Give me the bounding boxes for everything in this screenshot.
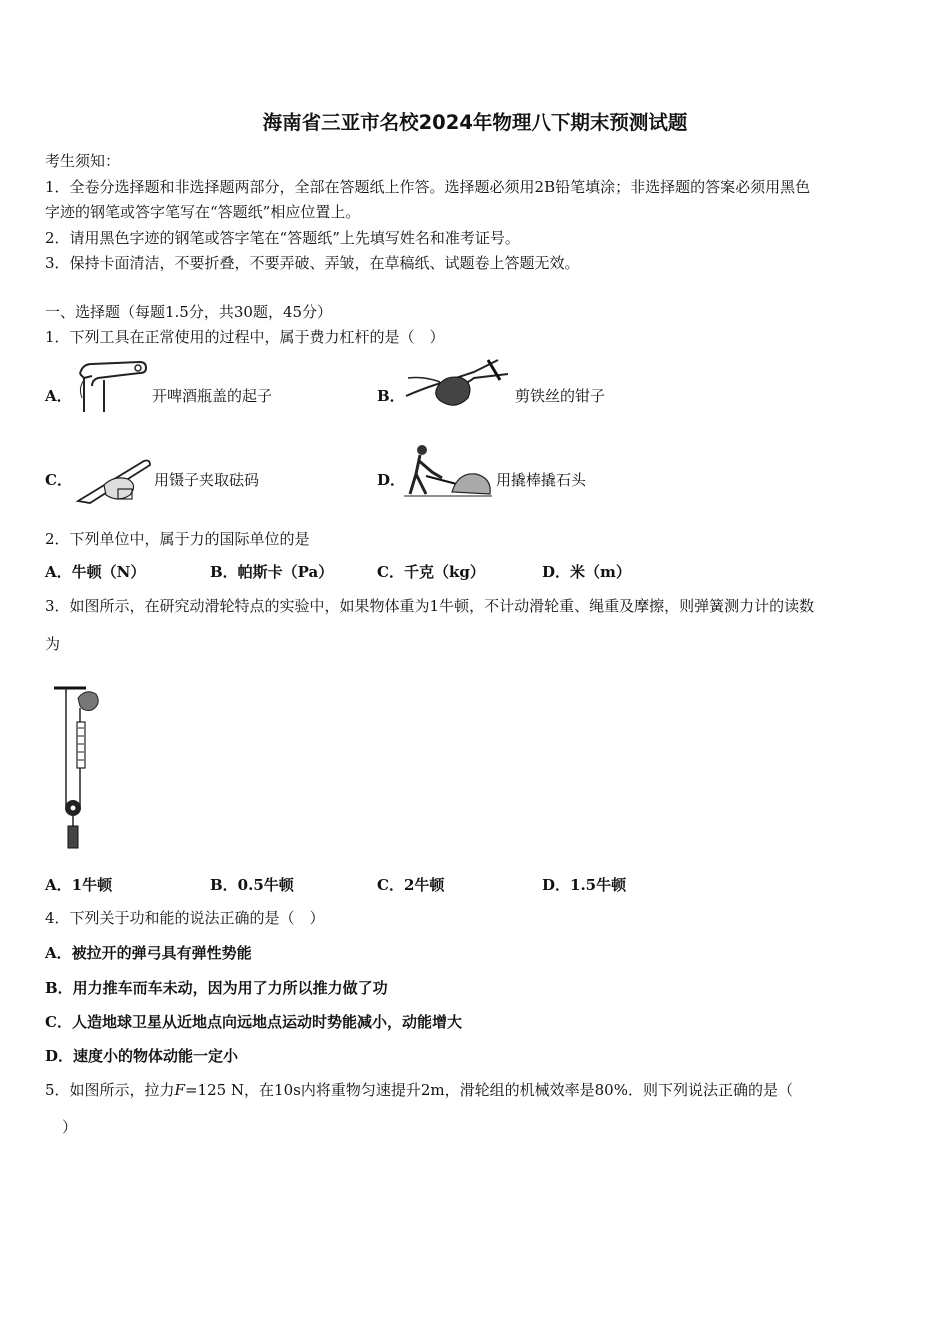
q1-option-c-text: 用镊子夹取砝码 (154, 471, 260, 489)
q3-option-b[interactable]: B．0.5牛顿 (210, 876, 294, 894)
q3-stem-cont: 为 (45, 635, 61, 653)
q4-option-b[interactable]: B．用力推车而车未动，因为用了力所以推力做了功 (45, 979, 388, 997)
tweezers-figure (74, 455, 154, 507)
pulley-figure (50, 686, 110, 852)
q1-option-a-label[interactable]: A． (45, 387, 72, 405)
notice-item-1-cont: 字迹的钢笔或答字笔写在“答题纸”相应位置上。 (45, 203, 361, 221)
notice-heading: 考生须知： (45, 152, 121, 170)
q5-stem-cont: ） (62, 1118, 78, 1136)
q1-option-d-label[interactable]: D． (377, 471, 406, 489)
q3-option-a[interactable]: A．1牛顿 (45, 876, 113, 894)
q4-option-d[interactable]: D．速度小的物体动能一定小 (45, 1047, 239, 1065)
bottle-opener-figure (74, 358, 150, 414)
force-symbol: F (174, 1081, 185, 1099)
q3-option-d[interactable]: D．1.5牛顿 (542, 876, 627, 894)
q1-option-b-text: 剪铁丝的钳子 (515, 387, 606, 405)
q3-stem: 3．如图所示，在研究动滑轮特点的实验中，如果物体重为1牛顿，不计动滑轮重、绳重及摩擦，则弹簧测力计的读数 (45, 597, 815, 615)
page-title: 海南省三亚市名校2024年物理八下期末预测试题 (262, 111, 688, 134)
q5-stem (45, 1080, 793, 1100)
q2-option-b[interactable]: B．帕斯卡（Pa） (210, 563, 334, 581)
q1-stem: 1．下列工具在正常使用的过程中，属于费力杠杆的是（ ） (45, 328, 445, 346)
notice-item-2: 2．请用黑色字迹的钢笔或答字笔在“答题纸”上先填写姓名和准考证号。 (45, 229, 520, 247)
q1-option-b-label[interactable]: B． (377, 387, 405, 405)
q4-option-a[interactable]: A．被拉开的弹弓具有弹性势能 (45, 944, 252, 962)
q1-option-d-text: 用撬棒撬石头 (496, 471, 587, 489)
section-heading: 一、选择题（每题1.5分，共30题，45分） (45, 303, 333, 321)
q3-option-c[interactable]: C．2牛顿 (377, 876, 445, 894)
crowbar-figure (402, 442, 494, 500)
q1-option-a-text: 开啤酒瓶盖的起子 (152, 387, 273, 405)
q2-option-d[interactable]: D．米（m） (542, 563, 631, 581)
q5-stem-pre: 5．如图所示，拉力 (45, 1081, 175, 1099)
notice-item-3: 3．保持卡面清洁，不要折叠，不要弄破、弄皱，在草稿纸、试题卷上答题无效。 (45, 254, 580, 272)
q2-option-a[interactable]: A．牛顿（N） (45, 563, 146, 581)
q4-stem: 4．下列关于功和能的说法正确的是（ ） (45, 909, 325, 927)
pliers-figure (404, 356, 514, 414)
q2-option-c[interactable]: C．千克（kg） (377, 563, 485, 581)
q1-option-c-label[interactable]: C． (45, 471, 72, 489)
q2-stem: 2．下列单位中，属于力的国际单位的是 (45, 530, 310, 548)
q5-stem-post: =125 N，在10s内将重物匀速提升2m，滑轮组的机械效率是80%．则下列说法正确的是（ (184, 1081, 793, 1099)
q4-option-c[interactable]: C．人造地球卫星从近地点向远地点运动时势能减小，动能增大 (45, 1013, 462, 1031)
notice-item-1: 1．全卷分选择题和非选择题两部分，全部在答题纸上作答。选择题必须用2B铅笔填涂；非选择题的答案必须用黑色 (45, 178, 811, 196)
